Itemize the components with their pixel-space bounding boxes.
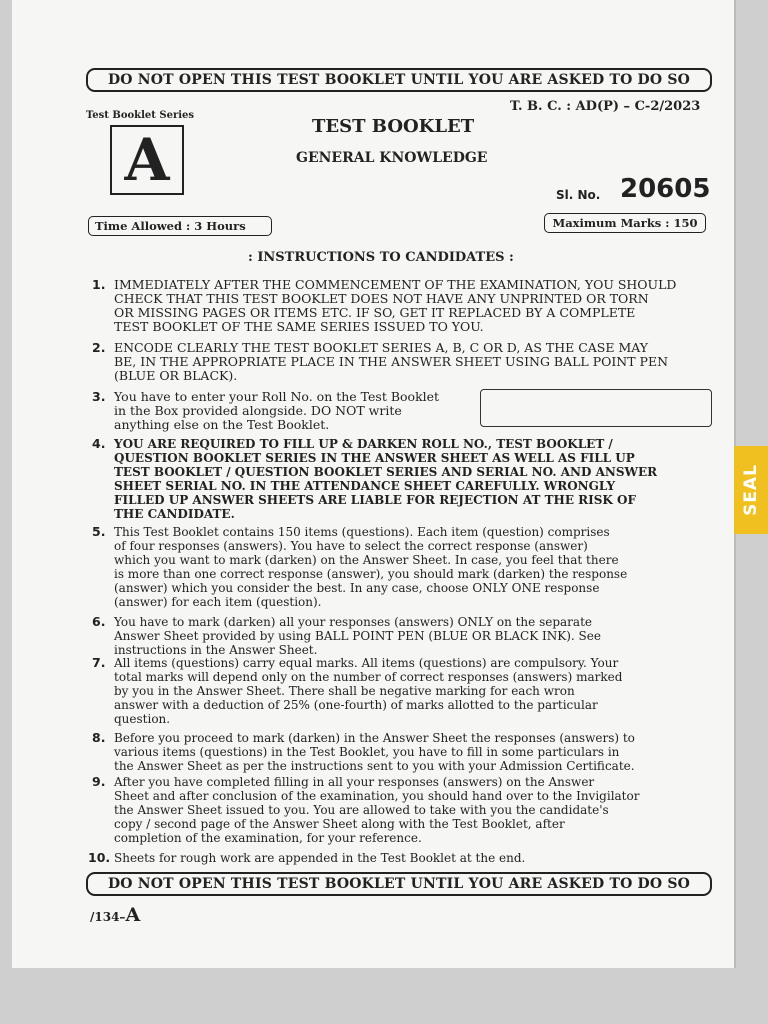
series-label: Test Booklet Series xyxy=(86,110,195,121)
serial-label: Sl. No. xyxy=(556,188,601,202)
footer-code xyxy=(90,904,140,926)
seal-tab xyxy=(734,446,768,534)
time-allowed-box: Time Allowed : 3 Hours xyxy=(88,216,272,236)
instruction-text: ENCODE CLEARLY THE TEST BOOKLET SERIES A, B, C OR D, AS THE CASE MAY BE, IN THE APPROPRIATE PLACE IN THE ANSWER SHEET USING BALL POINT PEN (BLUE OR BLACK). xyxy=(114,340,669,383)
roll-number-box[interactable] xyxy=(480,389,712,427)
instruction-number: 1. xyxy=(92,277,106,292)
instruction-number: 3. xyxy=(92,389,106,404)
instruction-text: Sheets for rough work are appended in the Test Booklet at the end. xyxy=(114,851,526,865)
series-letter: A xyxy=(124,126,170,194)
top-warning-banner: DO NOT OPEN THIS TEST BOOKLET UNTIL YOU ARE ASKED TO DO SO xyxy=(86,68,712,92)
tbc-code: T. B. C. : AD(P) – C-2/2023 xyxy=(510,99,701,114)
instructions-heading: : INSTRUCTIONS TO CANDIDATES : xyxy=(248,250,514,265)
subject-title: GENERAL KNOWLEDGE xyxy=(296,150,488,166)
footer-series-letter: A xyxy=(125,904,141,926)
instruction-number: 2. xyxy=(92,340,106,355)
instruction-number: 7. xyxy=(92,655,106,670)
page-title: TEST BOOKLET xyxy=(312,116,475,137)
bottom-warning-banner: DO NOT OPEN THIS TEST BOOKLET UNTIL YOU ARE ASKED TO DO SO xyxy=(86,872,712,896)
maximum-marks-box: Maximum Marks : 150 xyxy=(544,213,706,233)
instruction-number: 6. xyxy=(92,614,106,629)
instruction-text: You have to enter your Roll No. on the Test Booklet in the Box provided alongside. DO NOT write anything else on the Test Booklet. xyxy=(114,389,440,432)
instruction-text: IMMEDIATELY AFTER THE COMMENCEMENT OF THE EXAMINATION, YOU SHOULD CHECK THAT THIS TEST BOOKLET DOES NOT HAVE ANY UNPRINTED OR TORN OR MISSING PAGES OR ITEMS ETC. IF SO, GET IT REPLACED BY A COMPLETE TEST BOOKLET OF THE SAME SERIES ISSUED TO YOU. xyxy=(114,277,677,334)
instruction-text: Before you proceed to mark (darken) in the Answer Sheet the responses (answers) to various items (questions) in the Test Booklet, you have to fill in some particulars in the Answer Sheet as per the instructions sent to you with your Admission Certificate. xyxy=(114,731,635,773)
instruction-text: YOU ARE REQUIRED TO FILL UP & DARKEN ROLL NO., TEST BOOKLET / QUESTION BOOKLET SERIES IN THE ANSWER SHEET AS WELL AS FILL UP TEST BOOKLET / QUESTION BOOKLET SERIES AND SERIAL NO. AND ANSWER SHEET SERIAL NO. IN THE ATTENDANCE SHEET CAREFULLY. WRONGLY FILLED UP ANSWER SHEETS ARE LIABLE FOR REJECTION AT THE RISK OF THE CANDIDATE. xyxy=(114,437,658,521)
instruction-text: You have to mark (darken) all your responses (answers) ONLY on the separate Answer Sheet provided by using BALL POINT PEN (BLUE OR BLACK INK). See instructions in the Answer Sheet. xyxy=(114,615,601,657)
instruction-text: All items (questions) carry equal marks. All items (questions) are compulsory. Your total marks will depend only on the number of correct responses (answers) marked by you in the Answer Sheet. There shall be negative marking for each wron answer with a deduction of 25% (one-fourth) of marks allotted to the particular question. xyxy=(114,656,623,726)
instruction-number: 10. xyxy=(88,850,111,865)
instruction-text: This Test Booklet contains 150 items (questions). Each item (question) comprises of four responses (answers). You have to select the correct response (answer) which you want to mark (darken) on the Answer Sheet. In case, you feel that there is more than one correct response (answer), you should mark (darken) the response (answer) which you consider the best. In any case, choose ONLY ONE response (answer) for each item (question). xyxy=(114,525,628,609)
instruction-number: 9. xyxy=(92,774,106,789)
footer-code-text: /134– xyxy=(90,910,126,924)
instruction-number: 4. xyxy=(92,436,106,451)
instruction-number: 5. xyxy=(92,524,106,539)
series-box xyxy=(110,125,184,195)
instruction-text: After you have completed filling in all your responses (answers) on the Answer Sheet and after conclusion of the examination, you should hand over to the Invigilator the Answer Sheet issued to you. You are allowed to take with you the candidate's copy / second page of the Answer Sheet along with the Test Booklet, after completion of the examination, for your reference. xyxy=(114,775,640,845)
serial-number: 20605 xyxy=(620,174,711,204)
seal-text: SEAL xyxy=(741,464,761,516)
instruction-number: 8. xyxy=(92,730,106,745)
